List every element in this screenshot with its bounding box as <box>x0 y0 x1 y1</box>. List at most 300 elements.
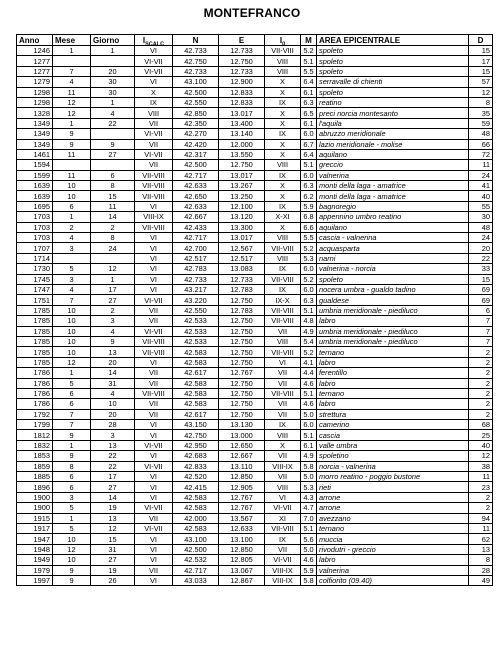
cell-iscalc: VI <box>135 430 173 440</box>
cell-area: gualdese <box>317 295 469 305</box>
cell-iscalc: VII <box>135 378 173 388</box>
cell-mese: 7 <box>53 295 91 305</box>
cell-n: 42.717 <box>173 170 219 180</box>
cell-e: 13.267 <box>219 181 265 191</box>
table-row <box>17 409 493 419</box>
table-row <box>17 129 493 139</box>
cell-e: 13.130 <box>219 420 265 430</box>
cell-area: arrone <box>317 503 469 513</box>
cell-e: 13.140 <box>219 129 265 139</box>
table-row <box>17 181 493 191</box>
cell-mese: 11 <box>53 87 91 97</box>
cell-d: 12 <box>469 451 493 461</box>
cell-iscalc: VI <box>135 77 173 87</box>
table-row <box>17 118 493 128</box>
cell-anno: 1703 <box>17 212 53 222</box>
cell-i0: VII-VIII <box>265 347 301 357</box>
cell-mese: 6 <box>53 482 91 492</box>
cell-mese: 1 <box>53 440 91 450</box>
cell-m: 6.3 <box>301 181 317 191</box>
cell-giorno: 27 <box>91 555 135 565</box>
cell-d: 7 <box>469 326 493 336</box>
cell-d: 20 <box>469 243 493 253</box>
table-row <box>17 139 493 149</box>
cell-i0: VIII <box>265 160 301 170</box>
cell-d: 25 <box>469 430 493 440</box>
cell-n: 42.500 <box>173 544 219 554</box>
cell-iscalc: VII-VIII <box>135 191 173 201</box>
cell-e: 12.750 <box>219 56 265 66</box>
table-row <box>17 368 493 378</box>
cell-area: labro <box>317 378 469 388</box>
cell-i0: VII-VIII <box>265 274 301 284</box>
cell-i0: X <box>265 222 301 232</box>
cell-d: 2 <box>469 368 493 378</box>
cell-i0: VII <box>265 368 301 378</box>
cell-n: 42.650 <box>173 191 219 201</box>
cell-area: monti della laga - amatrice <box>317 191 469 201</box>
cell-m: 6.2 <box>301 191 317 201</box>
cell-giorno: 27 <box>91 149 135 159</box>
cell-area: valle umbra <box>317 440 469 450</box>
cell-n: 42.667 <box>173 212 219 222</box>
cell-d: 2 <box>469 503 493 513</box>
table-row <box>17 295 493 305</box>
cell-i0: VIII <box>265 482 301 492</box>
cell-e: 12.850 <box>219 544 265 554</box>
cell-mese: 10 <box>53 305 91 315</box>
cell-n: 42.317 <box>173 149 219 159</box>
cell-mese: 5 <box>53 378 91 388</box>
cell-e: 12.733 <box>219 274 265 284</box>
cell-m: 6.8 <box>301 212 317 222</box>
cell-n: 42.633 <box>173 201 219 211</box>
cell-giorno: 15 <box>91 191 135 201</box>
cell-m: 5.0 <box>301 544 317 554</box>
cell-mese: 9 <box>53 565 91 575</box>
table-row <box>17 565 493 575</box>
cell-m: 6.1 <box>301 440 317 450</box>
cell-iscalc: VII-VIII <box>135 222 173 232</box>
cell-area: labro <box>317 357 469 367</box>
cell-m: 5.0 <box>301 472 317 482</box>
cell-d: 2 <box>469 409 493 419</box>
cell-anno: 1328 <box>17 108 53 118</box>
cell-e: 12.750 <box>219 347 265 357</box>
col-header-e: E <box>219 35 265 46</box>
table-row <box>17 513 493 523</box>
table-row <box>17 149 493 159</box>
cell-e: 12.767 <box>219 503 265 513</box>
cell-area: arrone <box>317 492 469 502</box>
cell-n: 42.683 <box>173 451 219 461</box>
cell-giorno: 31 <box>91 544 135 554</box>
cell-i0: VIII-IX <box>265 565 301 575</box>
cell-anno: 1349 <box>17 139 53 149</box>
cell-anno: 1785 <box>17 305 53 315</box>
cell-e: 12.767 <box>219 492 265 502</box>
cell-m: 4.8 <box>301 316 317 326</box>
cell-area: umbria meridionale - piediluco <box>317 305 469 315</box>
cell-d: 7 <box>469 336 493 346</box>
cell-d: 2 <box>469 492 493 502</box>
cell-e: 13.567 <box>219 513 265 523</box>
table-row <box>17 388 493 398</box>
cell-iscalc: VI <box>135 284 173 294</box>
cell-iscalc: VI <box>135 253 173 263</box>
cell-e: 13.550 <box>219 149 265 159</box>
cell-anno: 1917 <box>17 523 53 533</box>
cell-e: 12.750 <box>219 336 265 346</box>
cell-d: 59 <box>469 118 493 128</box>
cell-m: 6.0 <box>301 264 317 274</box>
cell-n: 42.783 <box>173 264 219 274</box>
cell-m: 6.3 <box>301 97 317 107</box>
cell-n: 42.633 <box>173 181 219 191</box>
table-row <box>17 378 493 388</box>
cell-anno: 1703 <box>17 222 53 232</box>
cell-iscalc: VI <box>135 492 173 502</box>
cell-i0: IX <box>265 201 301 211</box>
cell-iscalc: VIII-IX <box>135 212 173 222</box>
cell-area: appennino umbro reatino <box>317 212 469 222</box>
cell-anno: 1639 <box>17 191 53 201</box>
cell-e: 12.750 <box>219 357 265 367</box>
cell-anno: 1747 <box>17 284 53 294</box>
cell-anno: 1896 <box>17 482 53 492</box>
cell-e: 13.000 <box>219 430 265 440</box>
cell-giorno: 10 <box>91 399 135 409</box>
cell-area: greccio <box>317 160 469 170</box>
cell-anno: 1714 <box>17 253 53 263</box>
cell-n: 42.433 <box>173 222 219 232</box>
cell-e: 12.750 <box>219 326 265 336</box>
cell-area: spoleto <box>317 274 469 284</box>
cell-anno: 1639 <box>17 181 53 191</box>
cell-d: 22 <box>469 253 493 263</box>
cell-anno: 1785 <box>17 336 53 346</box>
cell-anno: 1786 <box>17 399 53 409</box>
cell-giorno: 13 <box>91 440 135 450</box>
cell-anno: 1730 <box>17 264 53 274</box>
cell-anno: 1277 <box>17 66 53 76</box>
cell-e: 12.750 <box>219 316 265 326</box>
cell-m: 6.5 <box>301 108 317 118</box>
cell-e: 12.733 <box>219 46 265 56</box>
cell-m: 5.3 <box>301 253 317 263</box>
page-title: MONTEFRANCO <box>203 6 301 20</box>
earthquake-table <box>16 34 493 586</box>
table-row <box>17 472 493 482</box>
cell-m: 5.5 <box>301 233 317 243</box>
cell-n: 42.617 <box>173 368 219 378</box>
table-row <box>17 492 493 502</box>
cell-iscalc: VII <box>135 513 173 523</box>
cell-n: 42.420 <box>173 139 219 149</box>
cell-iscalc: VII <box>135 139 173 149</box>
cell-d: 24 <box>469 233 493 243</box>
cell-d: 11 <box>469 523 493 533</box>
cell-n: 42.270 <box>173 129 219 139</box>
cell-iscalc: IX <box>135 97 173 107</box>
cell-anno: 1786 <box>17 378 53 388</box>
cell-n: 42.520 <box>173 472 219 482</box>
cell-mese: 4 <box>53 284 91 294</box>
cell-d: 24 <box>469 170 493 180</box>
cell-mese: 1 <box>53 212 91 222</box>
cell-mese: 9 <box>53 129 91 139</box>
cell-area: acquasparta <box>317 243 469 253</box>
cell-mese: 9 <box>53 575 91 585</box>
cell-m: 4.6 <box>301 399 317 409</box>
cell-anno: 1812 <box>17 430 53 440</box>
cell-anno: 1948 <box>17 544 53 554</box>
cell-mese: 9 <box>53 430 91 440</box>
cell-giorno: 17 <box>91 472 135 482</box>
cell-d: 40 <box>469 440 493 450</box>
cell-area: narni <box>317 253 469 263</box>
cell-area: rivodutri - greccio <box>317 544 469 554</box>
cell-mese: 10 <box>53 336 91 346</box>
cell-n: 42.583 <box>173 503 219 513</box>
cell-area: ferentillo <box>317 368 469 378</box>
cell-d: 2 <box>469 347 493 357</box>
cell-iscalc: VI <box>135 555 173 565</box>
col-header-m: M <box>301 35 317 46</box>
cell-d: 48 <box>469 222 493 232</box>
cell-anno: 1594 <box>17 160 53 170</box>
cell-area: aquilano <box>317 149 469 159</box>
table-row <box>17 420 493 430</box>
cell-mese: 5 <box>53 503 91 513</box>
cell-giorno: 1 <box>91 46 135 56</box>
table-row <box>17 233 493 243</box>
cell-e: 13.067 <box>219 565 265 575</box>
cell-i0: VI <box>265 492 301 502</box>
cell-i0: VII-VIII <box>265 243 301 253</box>
cell-iscalc: VI <box>135 544 173 554</box>
cell-n: 42.415 <box>173 482 219 492</box>
cell-giorno: 27 <box>91 295 135 305</box>
cell-m: 5.1 <box>301 305 317 315</box>
cell-m: 7.0 <box>301 513 317 523</box>
table-row <box>17 274 493 284</box>
cell-iscalc: VII-VIII <box>135 388 173 398</box>
table-header-row <box>17 35 493 46</box>
cell-anno: 1785 <box>17 326 53 336</box>
table-row <box>17 503 493 513</box>
cell-mese: 5 <box>53 523 91 533</box>
cell-n: 42.750 <box>173 56 219 66</box>
table-row <box>17 56 493 66</box>
cell-d: 94 <box>469 513 493 523</box>
cell-anno: 1832 <box>17 440 53 450</box>
cell-iscalc: VI <box>135 264 173 274</box>
cell-m: 5.5 <box>301 66 317 76</box>
cell-i0: IX <box>265 170 301 180</box>
cell-n: 42.617 <box>173 409 219 419</box>
cell-iscalc: VI <box>135 534 173 544</box>
cell-m: 5.1 <box>301 430 317 440</box>
cell-area: ternano <box>317 347 469 357</box>
cell-iscalc: VII-VIII <box>135 170 173 180</box>
cell-d: 2 <box>469 399 493 409</box>
cell-e: 13.120 <box>219 212 265 222</box>
cell-n: 42.583 <box>173 378 219 388</box>
cell-mese: 6 <box>53 201 91 211</box>
cell-i0: X <box>265 149 301 159</box>
cell-giorno: 22 <box>91 118 135 128</box>
table-row <box>17 326 493 336</box>
i0-main: I <box>279 35 283 45</box>
cell-i0: VI-VII <box>265 555 301 565</box>
cell-e: 12.733 <box>219 66 265 76</box>
cell-n: 42.500 <box>173 160 219 170</box>
cell-d: 33 <box>469 264 493 274</box>
cell-giorno: 9 <box>91 336 135 346</box>
cell-iscalc: VI <box>135 575 173 585</box>
cell-d: 55 <box>469 201 493 211</box>
cell-giorno: 15 <box>91 534 135 544</box>
cell-iscalc: VI <box>135 243 173 253</box>
cell-giorno: 30 <box>91 77 135 87</box>
cell-i0: VIII-IX <box>265 461 301 471</box>
cell-i0: VIII-IX <box>265 575 301 585</box>
table-row <box>17 399 493 409</box>
table-row <box>17 523 493 533</box>
table-row <box>17 87 493 97</box>
cell-area: reatino <box>317 97 469 107</box>
table-row <box>17 222 493 232</box>
cell-giorno: 20 <box>91 409 135 419</box>
cell-iscalc: VI <box>135 233 173 243</box>
cell-anno: 1298 <box>17 87 53 97</box>
cell-area: spoleto <box>317 56 469 66</box>
cell-giorno: 28 <box>91 420 135 430</box>
cell-m: 4.4 <box>301 368 317 378</box>
cell-i0: VII <box>265 378 301 388</box>
cell-m: 5.1 <box>301 56 317 66</box>
cell-m: 6.7 <box>301 139 317 149</box>
table-row <box>17 305 493 315</box>
cell-n: 42.850 <box>173 108 219 118</box>
cell-e: 13.100 <box>219 534 265 544</box>
cell-iscalc: VI-VII <box>135 440 173 450</box>
table-row <box>17 336 493 346</box>
cell-d: 2 <box>469 388 493 398</box>
cell-iscalc: VII-VIII <box>135 336 173 346</box>
cell-m: 6.3 <box>301 295 317 305</box>
table-row <box>17 66 493 76</box>
cell-i0: VII-VIII <box>265 316 301 326</box>
cell-giorno: 14 <box>91 368 135 378</box>
cell-m: 5.1 <box>301 388 317 398</box>
cell-giorno <box>91 253 135 263</box>
cell-iscalc: VI <box>135 472 173 482</box>
cell-giorno: 12 <box>91 264 135 274</box>
cell-e: 12.517 <box>219 253 265 263</box>
cell-iscalc: VI <box>135 482 173 492</box>
cell-area: spoleto <box>317 46 469 56</box>
cell-mese: 10 <box>53 534 91 544</box>
cell-giorno: 3 <box>91 430 135 440</box>
cell-mese: 11 <box>53 149 91 159</box>
cell-area: spoletino <box>317 451 469 461</box>
cell-i0: VI-VII <box>265 503 301 513</box>
cell-giorno: 2 <box>91 305 135 315</box>
cell-d: 23 <box>469 482 493 492</box>
cell-m: 5.3 <box>301 482 317 492</box>
cell-mese: 7 <box>53 66 91 76</box>
cell-e: 12.650 <box>219 440 265 450</box>
cell-mese: 1 <box>53 513 91 523</box>
cell-i0: X <box>265 118 301 128</box>
cell-iscalc: VI-VII <box>135 149 173 159</box>
cell-iscalc: VII <box>135 305 173 315</box>
cell-anno: 1707 <box>17 243 53 253</box>
cell-i0: IX <box>265 534 301 544</box>
cell-area: labro <box>317 316 469 326</box>
cell-m: 6.0 <box>301 284 317 294</box>
cell-giorno: 9 <box>91 139 135 149</box>
cell-area: norcia - valnerina <box>317 461 469 471</box>
cell-i0: VIII <box>265 253 301 263</box>
cell-d: 69 <box>469 284 493 294</box>
table-row <box>17 347 493 357</box>
cell-anno: 1703 <box>17 233 53 243</box>
cell-giorno <box>91 56 135 66</box>
cell-m: 5.2 <box>301 46 317 56</box>
cell-area: spoleto <box>317 87 469 97</box>
cell-i0: VII <box>265 409 301 419</box>
cell-e: 12.000 <box>219 139 265 149</box>
cell-iscalc: VII <box>135 118 173 128</box>
cell-d: 62 <box>469 534 493 544</box>
cell-i0: VII-VIII <box>265 523 301 533</box>
cell-e: 12.833 <box>219 87 265 97</box>
cell-giorno: 20 <box>91 357 135 367</box>
col-header-mese: Mese <box>53 35 91 46</box>
cell-i0: X <box>265 139 301 149</box>
cell-giorno: 14 <box>91 212 135 222</box>
cell-e: 13.110 <box>219 461 265 471</box>
cell-m: 6.6 <box>301 222 317 232</box>
cell-i0: VII <box>265 451 301 461</box>
cell-mese: 12 <box>53 544 91 554</box>
cell-m: 5.1 <box>301 523 317 533</box>
cell-i0: VII <box>265 544 301 554</box>
cell-mese: 7 <box>53 409 91 419</box>
cell-n: 42.733 <box>173 274 219 284</box>
cell-e: 13.400 <box>219 118 265 128</box>
cell-i0: IX <box>265 129 301 139</box>
cell-n: 42.700 <box>173 243 219 253</box>
cell-e: 13.017 <box>219 108 265 118</box>
cell-n: 42.500 <box>173 87 219 97</box>
cell-anno: 1900 <box>17 503 53 513</box>
cell-anno: 1979 <box>17 565 53 575</box>
iscalc-main: I <box>142 35 146 45</box>
cell-area: strettura <box>317 409 469 419</box>
col-header-anno: Anno <box>17 35 53 46</box>
cell-anno: 1785 <box>17 347 53 357</box>
cell-i0: VIII <box>265 66 301 76</box>
cell-m: 4.9 <box>301 451 317 461</box>
cell-area: monti della laga - amatrice <box>317 181 469 191</box>
cell-d: 48 <box>469 129 493 139</box>
cell-m: 5.1 <box>301 160 317 170</box>
cell-n: 42.717 <box>173 565 219 575</box>
